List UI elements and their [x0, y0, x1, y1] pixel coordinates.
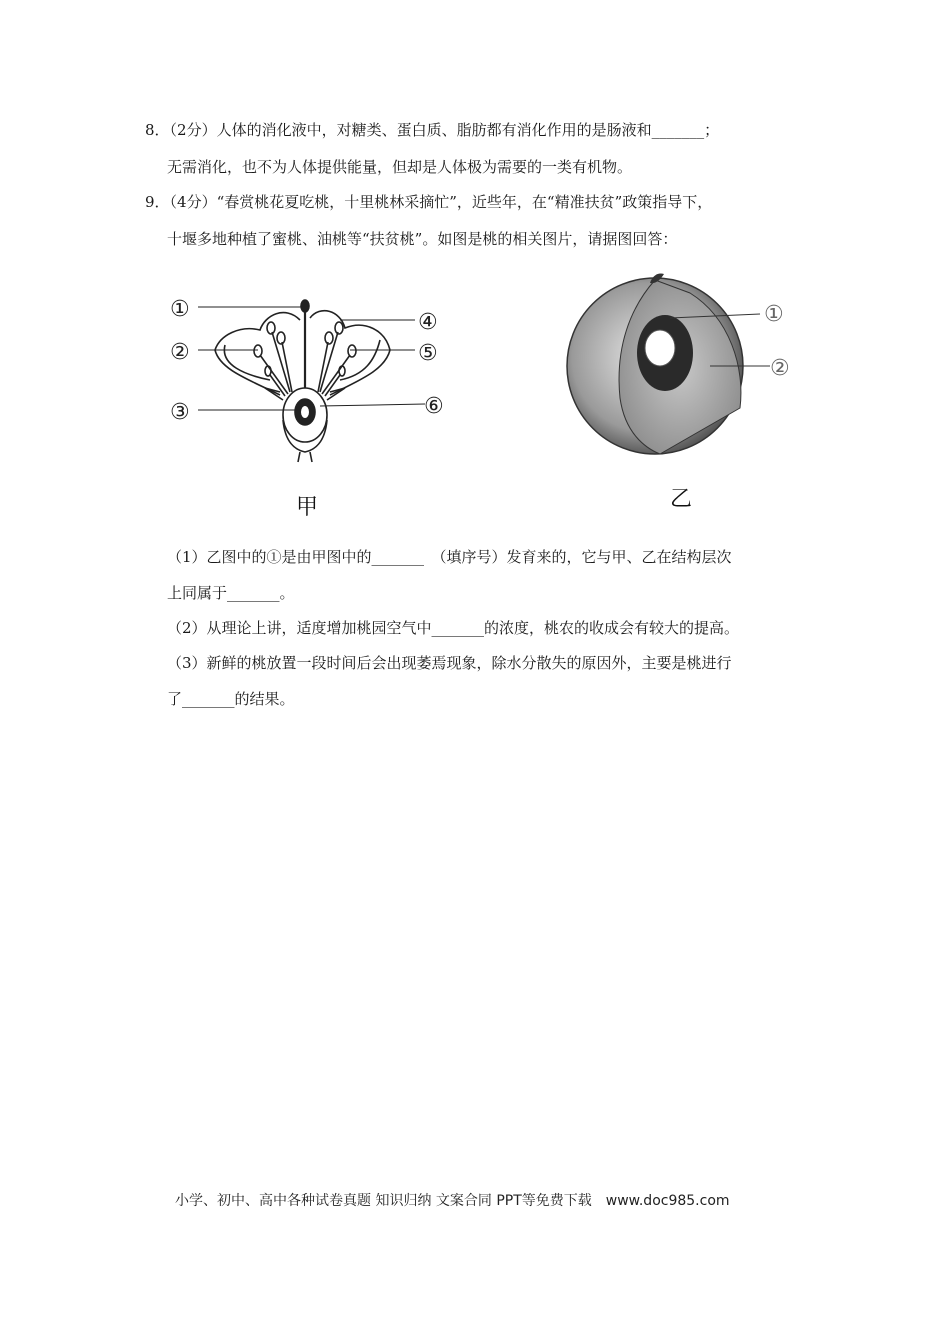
q9-sub3-line2: 了_______的结果。 [167, 690, 295, 708]
flower-marker-1: ① [170, 297, 190, 322]
q9-line2: 十堰多地种植了蜜桃、油桃等“扶贫桃”。如图是桃的相关图片，请据图回答： [167, 230, 678, 248]
page-footer: 小学、初中、高中各种试卷真题 知识归纳 文案合同 PPT等免费下载 www.doc985.com [175, 1193, 730, 1209]
peach-marker-1: ① [764, 302, 784, 327]
peach-diagram [560, 268, 800, 463]
q9-sub1-line1: （1）乙图中的①是由甲图中的_______ （填序号）发育来的，它与甲、乙在结构层次 [167, 548, 732, 566]
flower-marker-5: ⑤ [418, 341, 438, 366]
flower-marker-2: ② [170, 340, 190, 365]
flower-marker-6: ⑥ [424, 394, 444, 419]
flower-diagram [160, 280, 460, 465]
flower-marker-4: ④ [418, 310, 438, 335]
peach-marker-2: ② [770, 356, 790, 381]
q9-sub2: （2）从理论上讲，适度增加桃园空气中_______的浓度，桃农的收成会有较大的提高。 [167, 619, 740, 637]
figure-jia-caption: 甲 [296, 495, 319, 520]
q8-line2: 无需消化，也不为人体提供能量，但却是人体极为需要的一类有机物。 [167, 158, 633, 176]
q8-line1: 8．（2分）人体的消化液中，对糖类、蛋白质、脂肪都有消化作用的是肠液和_______； [145, 121, 720, 139]
q9-line1: 9．（4分）“春赏桃花夏吃桃，十里桃林采摘忙”，近些年，在“精准扶贫”政策指导下， [145, 193, 713, 211]
q9-sub3-line1: （3）新鲜的桃放置一段时间后会出现萎焉现象，除水分散失的原因外，主要是桃进行 [167, 654, 732, 672]
q9-sub1-line2: 上同属于_______。 [167, 584, 295, 602]
figure-yi-caption: 乙 [670, 487, 693, 512]
flower-marker-3: ③ [170, 400, 190, 425]
